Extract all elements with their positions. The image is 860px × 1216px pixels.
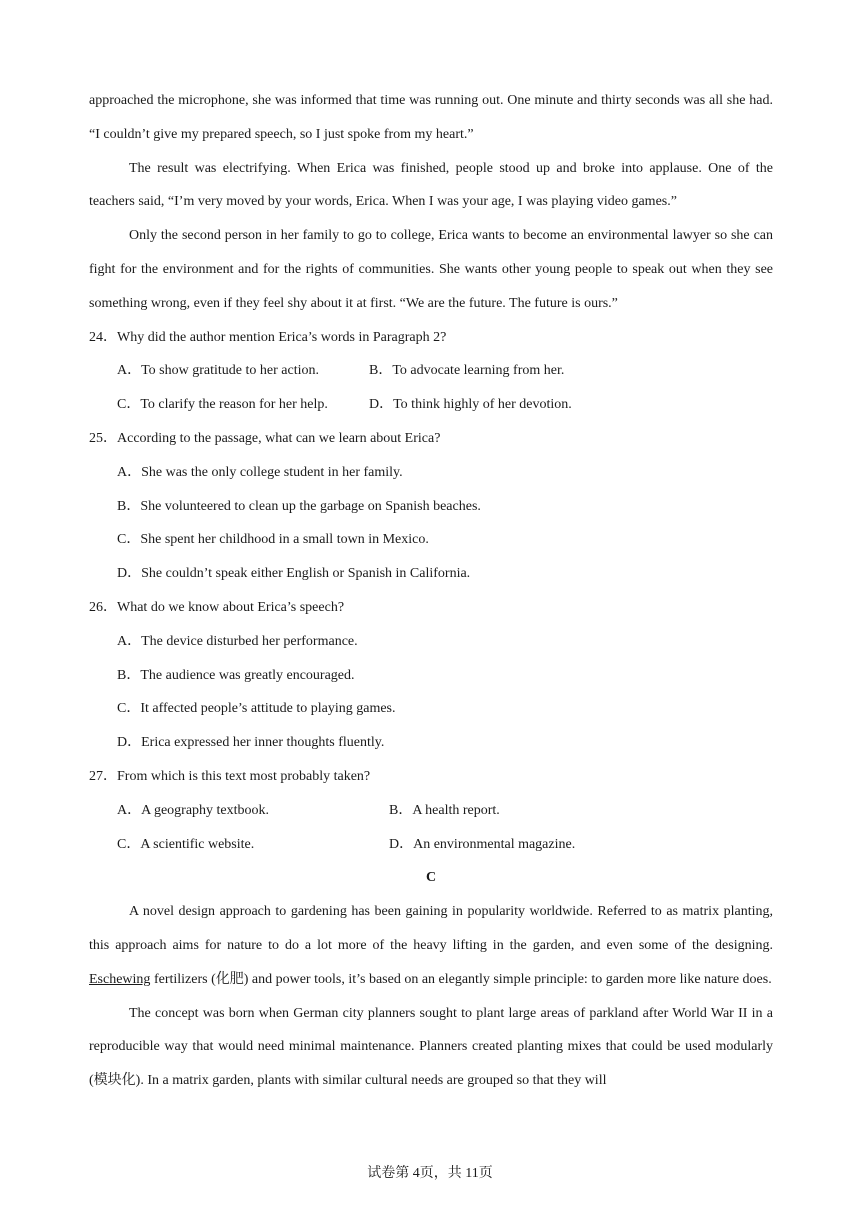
option-d: D．She couldn’t speak either English or Spanish in California.: [117, 566, 471, 582]
passage-paragraph: The concept was born when German city planners sought to plant large areas of parkland after World War II in a reproducible way that would need minimal maintenance. Planners created planting mixes that could be used modularly (模块化). In a matrix garden, plants with similar cultural needs are grouped so that they will: [89, 1005, 773, 1089]
passage-paragraph: The result was electrifying. When Erica was finished, people stood up and broke into applause. One of the teachers said, “I’m very moved by your words, Erica. When I was your age, I was playing video games.”: [89, 160, 773, 210]
option-a: A．A geography textbook.: [117, 802, 270, 818]
passage-paragraph: approached the microphone, she was informed that time was running out. One minute and thirty seconds was all she had. “I couldn’t give my prepared speech, so I just spoke from my heart.”: [89, 93, 773, 142]
option-c: C．She spent her childhood in a small town in Mexico.: [117, 532, 429, 548]
option-d: D．To think highly of her devotion.: [369, 397, 572, 413]
underlined-word: Eschewing: [89, 971, 151, 987]
question-26: [89, 591, 773, 760]
passage-paragraph: [89, 895, 773, 996]
option-b: B．To advocate learning from her.: [369, 363, 565, 379]
question-25: [89, 422, 773, 591]
option-row: [89, 794, 773, 828]
option-d: D．An environmental magazine.: [389, 836, 576, 852]
option-c: C．A scientific website.: [117, 836, 255, 852]
question-stem: 27．From which is this text most probably taken?: [89, 768, 371, 784]
question-stem: 26．What do we know about Erica’s speech?: [89, 599, 345, 615]
paragraph-text: fertilizers (化肥) and power tools, it’s based on an elegantly simple principle: to garden more like nature does.: [150, 971, 772, 987]
option-row: [89, 354, 773, 388]
paragraph-text: A novel design approach to gardening has been gaining in popularity worldwide. Referred to as matrix planting, this approach aims for nature to do a lot more of the heavy lifting in the garden, and even some of the designing.: [89, 904, 773, 953]
exam-page: [89, 84, 773, 1098]
section-heading: C: [425, 870, 437, 886]
option-b: B．She volunteered to clean up the garbage on Spanish beaches.: [117, 498, 481, 514]
option-c: C．It affected people’s attitude to playing games.: [117, 701, 396, 717]
question-stem: 24．Why did the author mention Erica’s words in Paragraph 2?: [89, 329, 447, 345]
option-b: B．A health report.: [389, 802, 500, 818]
option-d: D．Erica expressed her inner thoughts fluently.: [117, 735, 385, 751]
option-row: [89, 828, 773, 862]
option-row: [89, 388, 773, 422]
question-27: [89, 760, 773, 861]
option-b: B．The audience was greatly encouraged.: [117, 667, 355, 683]
option-a: A．She was the only college student in her family.: [117, 464, 403, 480]
page-footer: 试卷第 4页，共 11页: [367, 1166, 493, 1181]
passage-paragraph: Only the second person in her family to go to college, Erica wants to become an environmental lawyer so she can fight for the environment and for the rights of communities. She wants other young people to speak out when they see something wrong, even if they feel shy about it at first. “We are the future. The future is ours.”: [89, 228, 773, 311]
option-a: A．The device disturbed her performance.: [117, 633, 358, 649]
option-c: C．To clarify the reason for her help.: [117, 397, 328, 413]
option-a: A．To show gratitude to her action.: [117, 363, 319, 379]
question-stem: 25．According to the passage, what can we learn about Erica?: [89, 430, 441, 446]
question-24: [89, 321, 773, 422]
